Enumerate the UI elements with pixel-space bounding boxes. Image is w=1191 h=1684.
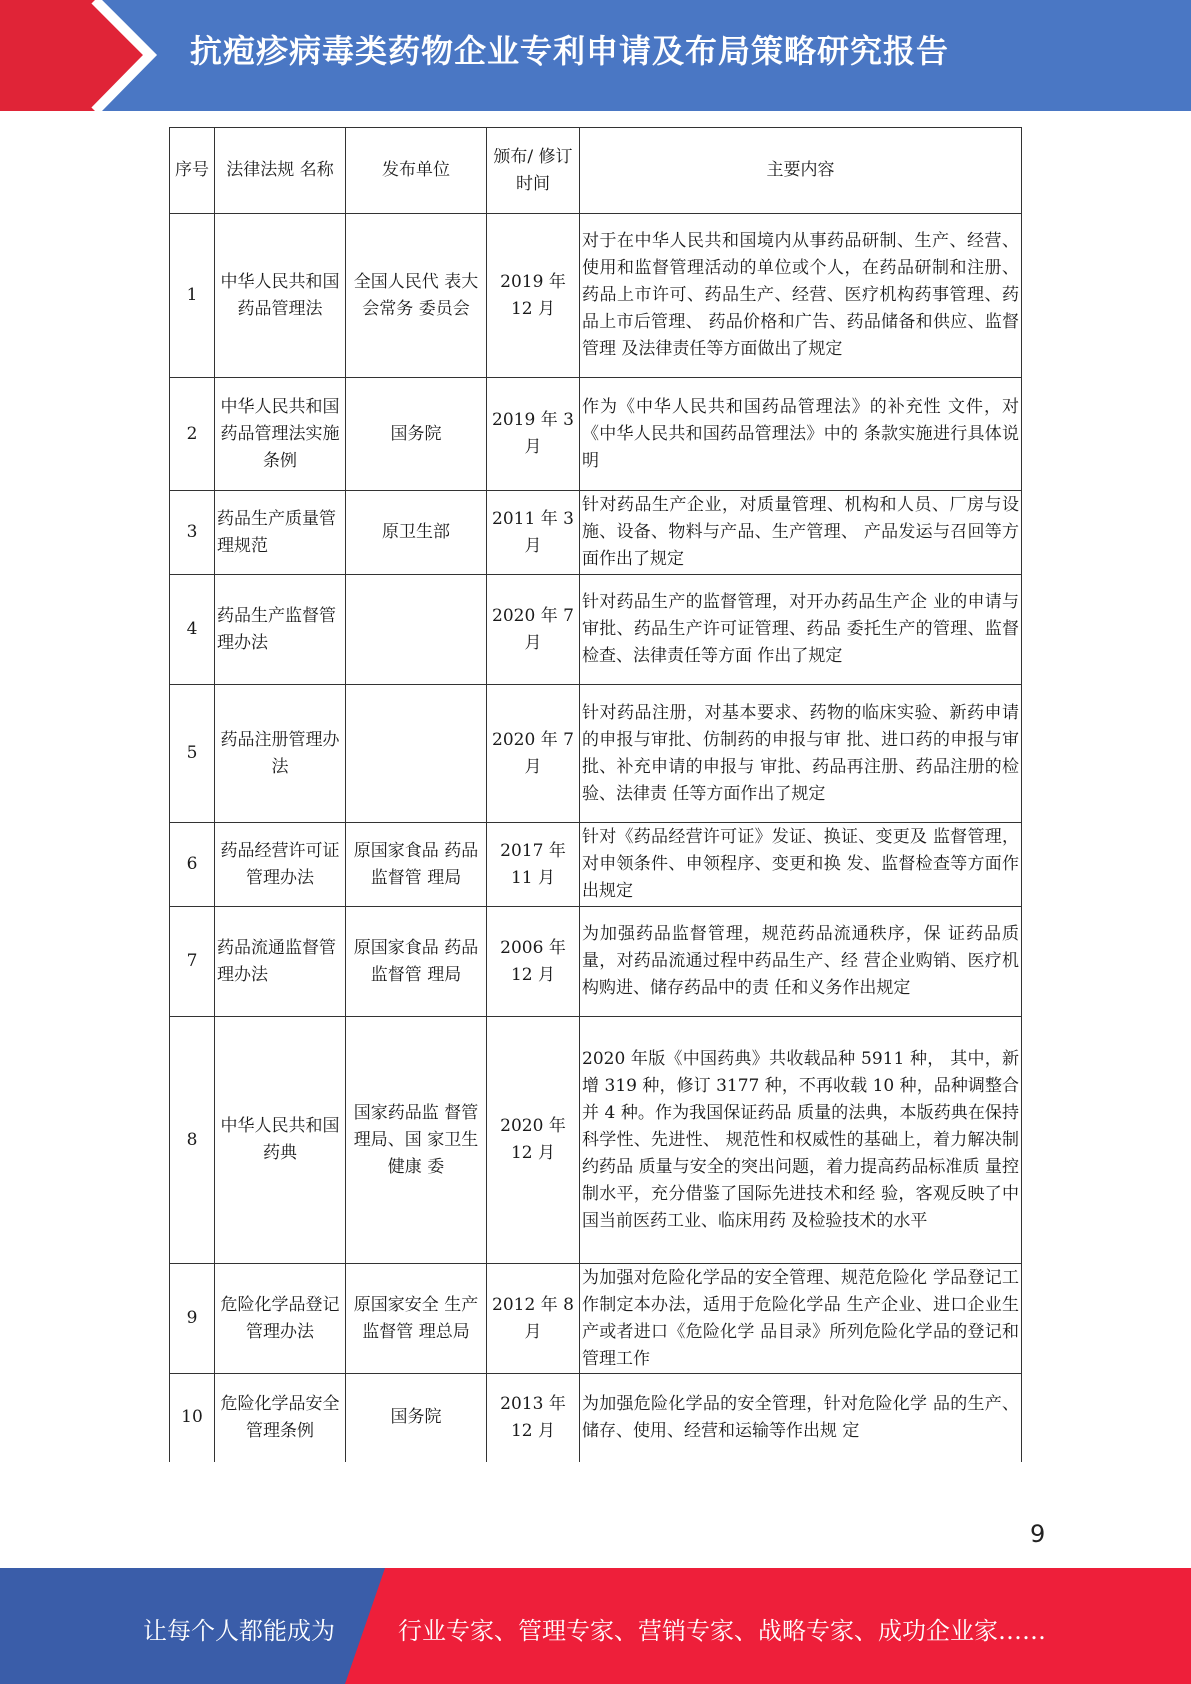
main-content: 作为《中华人民共和国药品管理法》的补充性 文件，对《中华人民共和国药品管理法》中的 条款实施进行具体说明 (580, 378, 1022, 491)
report-title: 抗疱疹病毒类药物企业专利申请及布局策略研究报告 (190, 32, 950, 70)
red-arrow-icon (0, 0, 160, 111)
row-number: 1 (170, 214, 215, 378)
law-name: 中华人民共和国药品管理法 (215, 214, 346, 378)
issue-date: 2017 年 11 月 (487, 823, 580, 907)
row-number: 2 (170, 378, 215, 491)
issuer: 国务院 (346, 1374, 487, 1462)
law-name: 药品生产监督管理办法 (215, 575, 346, 685)
footer-slogan-left: 让每个人都能成为 (143, 1617, 335, 1645)
main-content: 针对药品注册，对基本要求、药物的临床实验、新药申请的申报与审批、仿制药的申报与审 批、进口药的申报与审批、补充申请的申报与 审批、药品再注册、药品注册的检验、法律责 任等方面作出了规定 (580, 685, 1022, 823)
law-name: 危险化学品安全管理条例 (215, 1374, 346, 1462)
table-row (170, 1374, 1022, 1462)
law-name: 药品流通监督管理办法 (215, 907, 346, 1017)
column-header-name: 法律法规 名称 (215, 128, 346, 214)
issue-date: 2020 年 12 月 (487, 1017, 580, 1264)
issuer (346, 575, 487, 685)
row-number: 4 (170, 575, 215, 685)
issuer: 国务院 (346, 378, 487, 491)
main-content: 2020 年版《中国药典》共收载品种 5911 种， 其中，新增 319 种，修订 3177 种，不再收载 10 种，品种调整合并 4 种。作为我国保证药品 质量的法典，本版药典在保持科学性、先进性、 规范性和权威性的基础上，着力解决制约药品 质量与安全的突出问题，着力提高药品标准质 量控制水平，充分借鉴了国际先进技术和经 验，客观反映了中国当前医药工业、临床用药 及检验技术的水平 (580, 1017, 1022, 1264)
row-number: 6 (170, 823, 215, 907)
law-name: 药品经营许可证管理办法 (215, 823, 346, 907)
issue-date: 2019 年 3 月 (487, 378, 580, 491)
table-row (170, 378, 1022, 491)
row-number: 5 (170, 685, 215, 823)
main-content: 为加强对危险化学品的安全管理、规范危险化 学品登记工作制定本办法，适用于危险化学品 生产企业、进口企业生产或者进口《危险化学 品目录》所列危险化学品的登记和管理工作 (580, 1264, 1022, 1374)
column-header-content: 主要内容 (580, 128, 1022, 214)
table-row (170, 685, 1022, 823)
row-number: 3 (170, 491, 215, 575)
table-row (170, 907, 1022, 1017)
law-name: 药品注册管理办法 (215, 685, 346, 823)
issue-date: 2019 年 12 月 (487, 214, 580, 378)
law-name: 药品生产质量管理规范 (215, 491, 346, 575)
table-row (170, 1017, 1022, 1264)
column-header-issuer: 发布单位 (346, 128, 487, 214)
page-number: 9 (1030, 1520, 1046, 1548)
table-row (170, 1264, 1022, 1374)
issuer: 原卫生部 (346, 491, 487, 575)
issue-date: 2013 年 12 月 (487, 1374, 580, 1462)
footer-slogan-right: 行业专家、管理专家、营销专家、战略专家、成功企业家…… (398, 1617, 1046, 1645)
issue-date: 2006 年 12 月 (487, 907, 580, 1017)
table-header-row (170, 128, 1022, 214)
issuer: 国家药品监 督管理局、国 家卫生健康 委 (346, 1017, 487, 1264)
main-content: 对于在中华人民共和国境内从事药品研制、生产、经营、使用和监督管理活动的单位或个人，在药品研制和注册、药品上市许可、药品生产、经营、医疗机构药事管理、药品上市后管理、 药品价格和广告、药品储备和供应、监督管理 及法律责任等方面做出了规定 (580, 214, 1022, 378)
law-name: 危险化学品登记管理办法 (215, 1264, 346, 1374)
table-row (170, 823, 1022, 907)
issuer: 原国家食品 药品监督管 理局 (346, 907, 487, 1017)
main-content: 针对药品生产企业，对质量管理、机构和人员、厂房与设施、设备、物料与产品、生产管理、 产品发运与召回等方面作出了规定 (580, 491, 1022, 575)
row-number: 7 (170, 907, 215, 1017)
law-name: 中华人民共和国药典 (215, 1017, 346, 1264)
row-number: 9 (170, 1264, 215, 1374)
issue-date: 2020 年 7 月 (487, 685, 580, 823)
laws-regulations-table (169, 127, 1022, 1462)
column-header-no: 序号 (170, 128, 215, 214)
table-row (170, 214, 1022, 378)
issuer: 原国家安全 生产监督管 理总局 (346, 1264, 487, 1374)
main-content: 为加强药品监督管理，规范药品流通秩序，保 证药品质量，对药品流通过程中药品生产、经 营企业购销、医疗机构购进、储存药品中的责 任和义务作出规定 (580, 907, 1022, 1017)
issuer (346, 685, 487, 823)
issue-date: 2012 年 8 月 (487, 1264, 580, 1374)
main-content: 针对《药品经营许可证》发证、换证、变更及 监督管理，对申领条件、申领程序、变更和换 发、监督检查等方面作出规定 (580, 823, 1022, 907)
table-row (170, 575, 1022, 685)
main-content: 为加强危险化学品的安全管理，针对危险化学 品的生产、储存、使用、经营和运输等作出规 定 (580, 1374, 1022, 1462)
law-name: 中华人民共和国药品管理法实施条例 (215, 378, 346, 491)
row-number: 8 (170, 1017, 215, 1264)
report-header-banner (0, 0, 1191, 111)
issuer: 全国人民代 表大会常务 委员会 (346, 214, 487, 378)
footer-banner (0, 1568, 1191, 1684)
column-header-date: 颁布/ 修订 时间 (487, 128, 580, 214)
issue-date: 2020 年 7 月 (487, 575, 580, 685)
issue-date: 2011 年 3 月 (487, 491, 580, 575)
main-content: 针对药品生产的监督管理，对开办药品生产企 业的申请与审批、药品生产许可证管理、药品 委托生产的管理、监督检查、法律责任等方面 作出了规定 (580, 575, 1022, 685)
table-row (170, 491, 1022, 575)
issuer: 原国家食品 药品监督管 理局 (346, 823, 487, 907)
row-number: 10 (170, 1374, 215, 1462)
